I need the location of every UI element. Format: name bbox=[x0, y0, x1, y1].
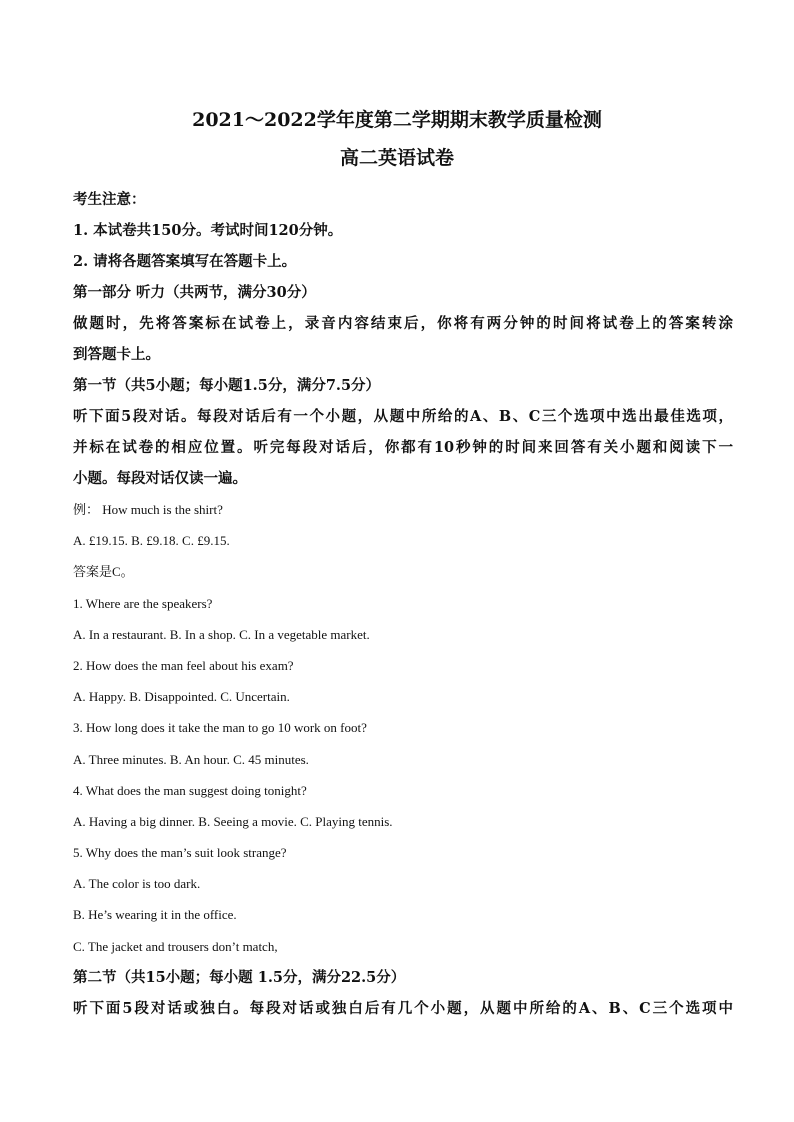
example-answer: 答案是C。 bbox=[73, 564, 134, 580]
question-4: 4. What does the man suggest doing tonight? bbox=[73, 782, 307, 798]
exam-content bbox=[73, 184, 733, 1024]
question-1: 1. Where are the speakers? bbox=[73, 595, 213, 611]
question-4-options: A. Having a big dinner. B. Seeing a movie. C. Playing tennis. bbox=[73, 813, 393, 829]
question-3: 3. How long does it take the man to go 10 work on foot? bbox=[73, 720, 367, 736]
section2-instruction-line-1: 听下面5段对话或独白。每段对话或独白后有几个小题，从题中所给的A、B、C三个选项中 bbox=[73, 999, 733, 1017]
question-5-option-c: C. The jacket and trousers don’t match, bbox=[73, 938, 278, 954]
question-5-option-a: A. The color is too dark. bbox=[73, 876, 201, 892]
question-5: 5. Why does the man’s suit look strange? bbox=[73, 845, 287, 861]
section2-heading: 第二节（共15小题；每小题 1.5分，满分22.5分） bbox=[73, 968, 406, 986]
exam-subtitle: 高二英语试卷 bbox=[339, 147, 454, 169]
section1-instruction-line-2: 并标在试卷的相应位置。听完每段对话后，你都有10秒钟的时间来回答有关小题和阅读下一 bbox=[73, 439, 733, 456]
section1-heading: 第一节（共5小题；每小题1.5分，满分7.5分） bbox=[73, 377, 381, 394]
part1-heading: 第一部分 听力（共两节，满分30分） bbox=[73, 284, 316, 301]
example-options: A. £19.15. B. £9.18. C. £9.15. bbox=[73, 533, 230, 549]
notice-item-1: 1. 本试卷共150分。考试时间120分钟。 bbox=[73, 222, 343, 239]
question-2: 2. How does the man feel about his exam? bbox=[73, 657, 294, 673]
exam-title: 2021～2022学年度第二学期期末教学质量检测 bbox=[192, 109, 602, 131]
part1-instruction-line-1: 做题时，先将答案标在试卷上，录音内容结束后，你将有两分钟的时间将试卷上的答案转涂 bbox=[73, 315, 733, 332]
section1-instruction-line-3: 小题。每段对话仅读一遍。 bbox=[73, 470, 247, 487]
question-5-option-b: B. He’s wearing it in the office. bbox=[73, 907, 237, 923]
section1-instruction-line-1: 听下面5段对话。每段对话后有一个小题，从题中所给的A、B、C三个选项中选出最佳选项， bbox=[73, 408, 733, 425]
notice-item-2: 2. 请将各题答案填写在答题卡上。 bbox=[73, 253, 297, 270]
example-question: 例： How much is the shirt? bbox=[73, 502, 223, 517]
question-2-options: A. Happy. B. Disappointed. C. Uncertain. bbox=[73, 689, 290, 705]
question-1-options: A. In a restaurant. B. In a shop. C. In a vegetable market. bbox=[73, 626, 370, 642]
part1-instruction-line-2: 到答题卡上。 bbox=[73, 346, 160, 363]
question-3-options: A. Three minutes. B. An hour. C. 45 minutes. bbox=[73, 751, 309, 767]
notice-heading: 考生注意： bbox=[73, 191, 146, 208]
